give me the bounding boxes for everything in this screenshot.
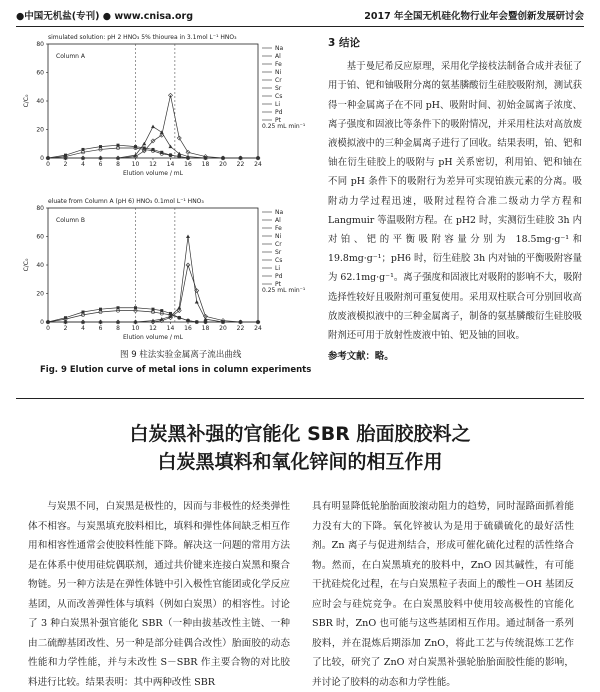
data-point-pd (169, 145, 173, 149)
legend-entry: Na (275, 45, 284, 52)
journal-name: ●中国无机盐(专刊) ● www.cnisa.org (16, 11, 194, 22)
x-tick-label: 6 (98, 161, 103, 168)
y-tick-label: 60 (36, 233, 44, 241)
x-tick-label: 0 (46, 161, 50, 168)
series-line-na (48, 145, 258, 158)
x-tick-label: 0 (46, 325, 50, 332)
legend-entry: Pt (275, 281, 281, 288)
x-axis-label: Elution volume / mL (123, 170, 183, 177)
data-point-pd (204, 317, 208, 321)
y-tick-label: 60 (36, 69, 44, 77)
references-note: 参考文献：略。 (328, 351, 394, 363)
y-tick-label: 0 (40, 319, 44, 326)
x-axis-label: Elution volume / mL (123, 334, 183, 341)
panel-label: Column A (56, 53, 85, 60)
x-tick-label: 8 (116, 325, 120, 332)
legend-entry: Cs (275, 257, 283, 264)
y-axis-label: C/C₀ (23, 258, 30, 272)
y-tick-label: 0 (40, 155, 44, 162)
x-tick-label: 20 (219, 325, 227, 332)
y-tick-label: 80 (36, 41, 44, 48)
conference-name: 2017 年全国无机硅化物行业年会暨创新发展研讨会 (364, 11, 584, 22)
plot-frame (48, 208, 258, 322)
y-tick-label: 40 (36, 262, 44, 269)
legend-entry: Li (275, 101, 281, 108)
x-tick-label: 2 (63, 325, 68, 332)
legend-entry: Sr (275, 85, 282, 92)
data-point-pd (195, 300, 199, 304)
legend-entry: Fe (275, 225, 282, 232)
page-header (16, 8, 584, 24)
legend-entry: Fe (275, 61, 282, 68)
flow-rate-annotation: 0.25 mL min⁻¹ (262, 123, 306, 130)
chart-title: eluate from Column A (pH 6) HNO₃ 0.1mol L⁻¹ HNO₃ (48, 198, 204, 205)
x-tick-label: 2 (63, 161, 68, 168)
conclusion-section (328, 34, 582, 366)
x-tick-label: 24 (254, 161, 262, 168)
y-tick-label: 80 (36, 205, 44, 212)
article-title-line-2: 白炭黑填料和氧化锌间的相互作用 (157, 451, 443, 473)
x-tick-label: 24 (254, 325, 262, 332)
data-point-pd (186, 235, 190, 239)
article-paragraph-right: 具有明显降低轮胎胎面胶滚动阻力的趋势，同时湿路面抓着能力没有大的下降。氧化锌被认为是用于硫磺硫化的最好活性剂。Zn 离子与促进剂结合，形成可催化硫化过程的活性络合物。然而，在白炭黑填充的胶料中，ZnO 因其碱性，有可能干扰硅烷化过程，在与白炭黑粒子表面上的酸性－OH 基团反应时会与硅烷竞争。在白炭黑胶料中使用较高极性的官能化 SBR 时，ZnO 也可能与这些基团相互作用。通过制备一系列胶料，并在混炼后期添加 ZnO，将此工艺与传统混炼工艺作了比较，研究了 ZnO 对白炭黑补强轮胎胎面胶性能的影响，并讨论了胶料的动态和力学性能。 (312, 501, 574, 688)
data-point-pd (151, 125, 155, 128)
x-tick-label: 18 (201, 325, 210, 332)
x-tick-label: 4 (81, 161, 85, 168)
figure-caption-cn: 图 9 柱法实验金属离子流出曲线 (120, 350, 242, 360)
x-tick-label: 14 (166, 161, 175, 168)
y-tick-label: 20 (36, 290, 44, 298)
y-tick-label: 40 (36, 98, 44, 105)
article-title (0, 420, 600, 476)
data-point-pd (142, 142, 146, 146)
x-tick-label: 10 (131, 325, 140, 332)
header-rule (16, 26, 584, 27)
y-axis-label: C/C₀ (23, 94, 30, 108)
article-paragraph-left: 与炭黑不同，白炭黑是极性的，因而与非极性的烃类弹性体不相容。与炭黑填充胶料相比，填料和弹性体间缺乏相互作用和相容性通常会使胶料性能下降。解决这一问题的常用方法是在体系中使用硅烷偶联剂，通过共价键来连接白炭黑和聚合物链。另一种方法是在弹性体链中引入极性官能团或化学反应基团，从而改善弹性体与填料（例如白炭黑）的相容性。讨论了 3 种白炭黑补强官能化 SBR（一种由拔基改性主链、一种由二硫醇基团改性、另一种是部分硅偶合改性）胎面胶的动态性能和力学性能，并与未改性 S－SBR 作主要合物的对比胶料进行比较。结果表明：其中两种改性 SBR (28, 501, 290, 688)
x-tick-label: 12 (149, 161, 157, 168)
figure-caption-en: Fig. 9 Elution curve of metal ions in column experiments (40, 365, 312, 375)
legend-entry: Cs (275, 93, 283, 100)
x-tick-label: 16 (184, 161, 192, 168)
x-tick-label: 14 (166, 325, 175, 332)
legend-entry: Pd (275, 273, 283, 280)
x-tick-label: 6 (98, 325, 103, 332)
conclusion-heading: 3 结论 (328, 37, 360, 49)
section-rule (16, 398, 584, 399)
legend-entry: Sr (275, 249, 282, 256)
legend-entry: Al (275, 53, 281, 60)
figure-9 (18, 30, 310, 348)
x-tick-label: 8 (116, 161, 120, 168)
legend-entry: Na (275, 209, 284, 216)
x-tick-label: 4 (81, 325, 85, 332)
x-tick-label: 18 (201, 161, 210, 168)
legend-entry: Al (275, 217, 281, 224)
conclusion-paragraph: 基于曼尼希反应原理，采用化学接枝法制备合成并表征了用于铂、钯和铀吸附分离的氨基膦酸衍生硅胶吸附剂，测试获得一种金属离子在不同 pH、吸附时间、初始金属离子浓度、离子强度和固液比等条件下的吸附情况，并采用柱法对高放废液模拟液中的三种金属离子进行了回收。结果表明，铂、钯和铀在衍生硅胶上的吸附与 pH 关系密切，利用铂、钯和铀在不同 pH 条件下的吸附行为差异可实现铂族元素的分离。吸附动力学过程迅速，吸附过程符合准二级动力学方程和 Langmuir 等温吸附方程。在 pH2 时，实测衍生硅胶 3h 内对铂、钯的平衡吸附容量分别为 18.5mg·g⁻¹和 19.8mg·g⁻¹；pH6 时，衍生硅胶 3h 内对铀的平衡吸附容量为 62.1mg·g⁻¹。离子强度和固液比对吸附的影响不大，吸附选择性较好且吸附剂可重复使用。采用双柱联合可分别回收高放废液模拟液中的三种金属离子，制备的氨基膦酸衍生硅胶吸附剂还可用于放射性废液中铂、钯及铀的回收。 (328, 61, 582, 342)
legend-entry: Pd (275, 109, 283, 116)
legend-entry: Ni (275, 69, 282, 76)
x-tick-label: 16 (184, 325, 192, 332)
x-tick-label: 22 (236, 325, 245, 332)
legend-entry: Cr (275, 77, 282, 84)
article-body-left-column (28, 497, 290, 692)
x-tick-label: 12 (149, 325, 157, 332)
y-tick-label: 20 (36, 126, 44, 134)
chart-title: simulated solution: pH 2 HNO₃ 5% thiourea in 3.1mol L⁻¹ HNO₃ (48, 34, 237, 41)
x-tick-label: 22 (236, 161, 245, 168)
x-tick-label: 10 (131, 161, 140, 168)
chart-column-a (18, 30, 310, 180)
legend-entry: Cr (275, 241, 282, 248)
panel-label: Column B (56, 217, 86, 224)
article-title-line-1: 白炭黑补强的官能化 SBR 胎面胶胶料之 (129, 423, 471, 445)
chart-column-b (18, 194, 310, 344)
x-tick-label: 20 (219, 161, 227, 168)
legend-entry: Ni (275, 233, 282, 240)
legend-entry: Li (275, 265, 281, 272)
article-body-right-column (312, 497, 574, 692)
legend-entry: Pt (275, 117, 281, 124)
flow-rate-annotation: 0.25 mL min⁻¹ (262, 287, 306, 294)
